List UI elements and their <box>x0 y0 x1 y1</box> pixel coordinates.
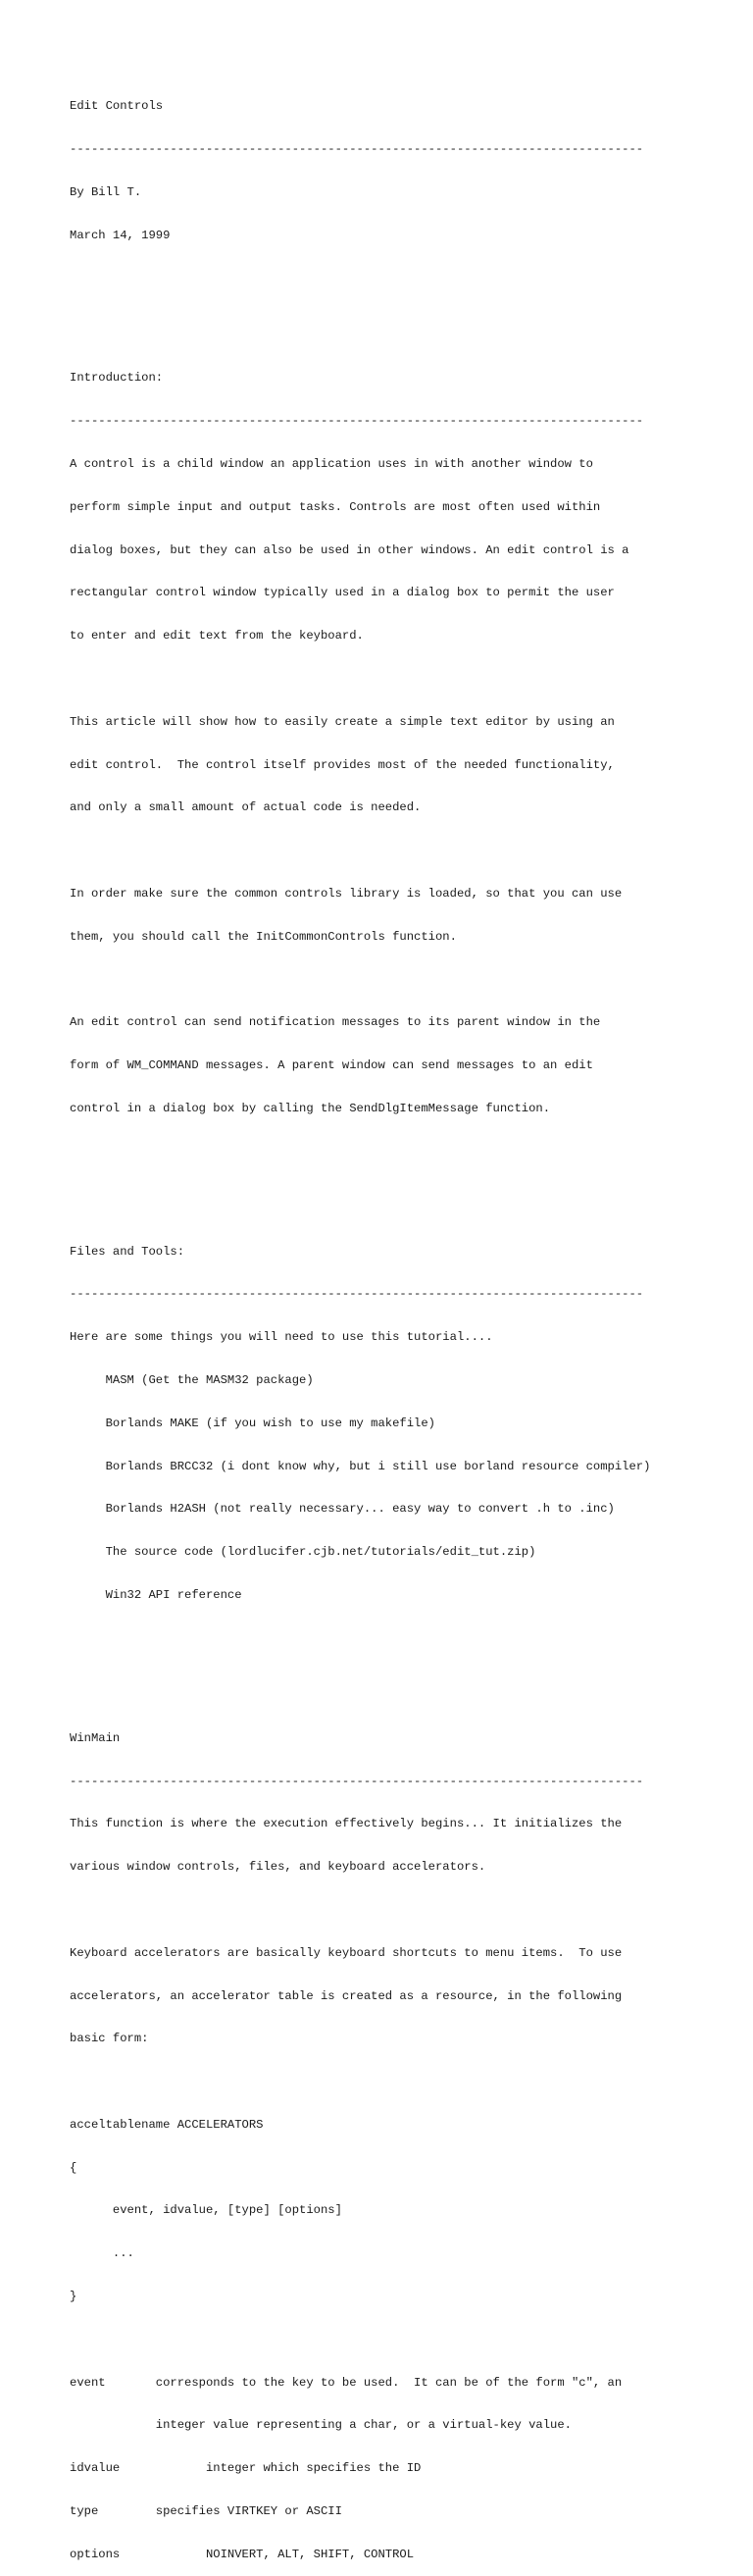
paragraph-line: This article will show how to easily create a simple text editor by using an <box>70 714 615 729</box>
paragraph-line: A control is a child window an application uses in with another window to <box>70 457 593 472</box>
spacer <box>70 1674 736 1689</box>
code-line: acceltablename ACCELERATORS <box>70 2117 264 2132</box>
list-item: Borlands MAKE (if you wish to use my makefile) <box>70 1416 435 1430</box>
section-rule: -------------------------------------------------------------------------------- <box>70 1774 644 1788</box>
title-rule: -------------------------------------------------------------------------------- <box>70 141 644 156</box>
list-item: MASM (Get the MASM32 package) <box>70 1373 314 1388</box>
paragraph-line: An edit control can send notification messages to its parent window in the <box>70 1015 601 1030</box>
section-heading-introduction: Introduction: <box>70 371 164 386</box>
paragraph-line: This function is where the execution effectively begins... It initializes the <box>70 1817 623 1831</box>
code-line: { <box>70 2160 77 2175</box>
definition-line: event corresponds to the key to be used. It can be of the form "c", an <box>70 2375 623 2390</box>
list-item: Win32 API reference <box>70 1587 242 1602</box>
paragraph-line: accelerators, an accelerator table is created as a resource, in the following <box>70 1988 623 2003</box>
paragraph-line: and only a small amount of actual code is needed. <box>70 800 422 815</box>
definition-line: options NOINVERT, ALT, SHIFT, CONTROL <box>70 2547 415 2561</box>
spacer <box>70 1145 736 1159</box>
paragraph-line: perform simple input and output tasks. Controls are most often used within <box>70 499 601 514</box>
list-item: Borlands H2ASH (not really necessary... easy way to convert .h to .inc) <box>70 1502 615 1517</box>
paragraph-line: dialog boxes, but they can also be used in other windows. An edit control is a <box>70 542 629 557</box>
definition-line: type specifies VIRTKEY or ASCII <box>70 2503 342 2518</box>
spacer <box>70 1903 736 1918</box>
list-item: The source code (lordlucifer.cjb.net/tutorials/edit_tut.zip) <box>70 1545 536 1560</box>
spacer <box>70 1631 736 1646</box>
paragraph-line: rectangular control window typically used in a dialog box to permit the user <box>70 586 615 600</box>
paragraph-line: In order make sure the common controls library is loaded, so that you can use <box>70 886 623 901</box>
code-line: } <box>70 2290 77 2304</box>
spacer <box>70 2075 736 2089</box>
paragraph-line: edit control. The control itself provides most of the needed functionality, <box>70 757 615 772</box>
paragraph-line: basic form: <box>70 2032 149 2046</box>
spacer <box>70 314 736 329</box>
document-body <box>70 71 736 2576</box>
spacer <box>70 672 736 687</box>
section-rule: -------------------------------------------------------------------------------- <box>70 414 644 429</box>
paragraph-line: Keyboard accelerators are basically keyboard shortcuts to menu items. To use <box>70 1945 623 1960</box>
paragraph-line: control in a dialog box by calling the SendDlgItemMessage function. <box>70 1101 551 1115</box>
list-item: Borlands BRCC32 (i dont know why, but i still use borland resource compiler) <box>70 1459 651 1473</box>
author-line: By Bill T. <box>70 184 142 199</box>
spacer <box>70 2333 736 2347</box>
section-heading-winmain: WinMain <box>70 1730 121 1745</box>
spacer <box>70 972 736 987</box>
section-rule: -------------------------------------------------------------------------------- <box>70 1287 644 1302</box>
paragraph-line: various window controls, files, and keyboard accelerators. <box>70 1860 486 1875</box>
paragraph-line: them, you should call the InitCommonControls function. <box>70 929 457 944</box>
spacer <box>70 271 736 285</box>
spacer <box>70 1187 736 1202</box>
spacer <box>70 844 736 858</box>
paragraph-line: form of WM_COMMAND messages. A parent window can send messages to an edit <box>70 1057 593 1072</box>
code-line: ... <box>70 2246 134 2261</box>
document-title: Edit Controls <box>70 99 164 114</box>
paragraph-line: to enter and edit text from the keyboard. <box>70 629 364 644</box>
date-line: March 14, 1999 <box>70 228 171 242</box>
paragraph-line: Here are some things you will need to use this tutorial.... <box>70 1330 493 1345</box>
code-line: event, idvalue, [type] [options] <box>70 2203 342 2218</box>
definition-line: idvalue integer which specifies the ID <box>70 2461 422 2476</box>
section-heading-files-and-tools: Files and Tools: <box>70 1244 185 1259</box>
definition-line: integer value representing a char, or a virtual-key value. <box>70 2418 572 2433</box>
